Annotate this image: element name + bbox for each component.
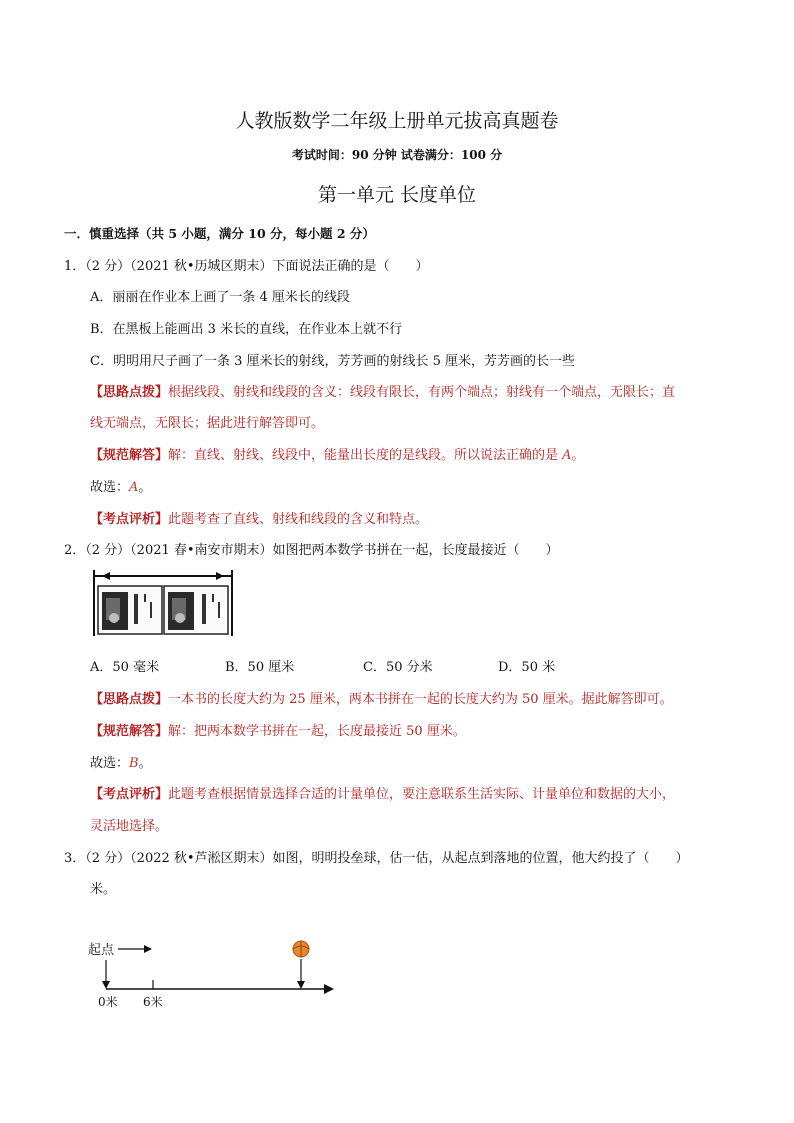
q1-hint-line2: 线无端点，无限长；据此进行解答即可。 <box>90 416 325 431</box>
q2-eval-line1: 此题考查根据情景选择合适的计量单位，要注意联系生活实际、计量单位和数据的大小， <box>168 787 676 802</box>
q1-eval-tag: 【考点评析】 <box>90 512 169 527</box>
q2-choose-answer: B <box>129 756 139 771</box>
q1-eval-text: 此题考查了直线、射线和线段的含义和特点。 <box>168 512 429 527</box>
section-heading: 一．慎重选择（共 5 小题，满分 10 分，每小题 2 分） <box>64 226 375 241</box>
q1-hint <box>90 381 675 400</box>
q2-solution-tag: 【规范解答】 <box>90 724 169 739</box>
q1-option-b: B．在黑板上能画出 3 米长的直线，在作业本上就不行 <box>90 322 403 337</box>
q3-stem: 3．（2 分）（2022 秋•芦淞区期末）如图，明明投垒球，估一估，从起点到落地的位置，他大约投了（ ） <box>64 851 689 866</box>
q2-hint <box>90 688 673 707</box>
q2-solution-text: 解：把两本数学书拼在一起，长度最接近 50 厘米。 <box>168 724 466 739</box>
q1-solution <box>90 444 585 463</box>
q2-option-a: A．50 毫米 <box>90 660 160 675</box>
exam-info: 考试时间：90 分钟 试卷满分：100 分 <box>291 148 503 162</box>
q1-solution-text: 解：直线、射线、线段中，能量出长度的是线段。所以说法正确的是 <box>168 448 563 463</box>
q2-choose-end: 。 <box>138 756 152 771</box>
q1-solution-answer: A <box>562 448 572 463</box>
q1-option-a: A．丽丽在作业本上画了一条 4 厘米长的线段 <box>90 290 350 305</box>
q2-hint-text: 一本书的长度大约为 25 厘米，两本书拼在一起的长度大约为 50 厘米。据此解答即可。 <box>168 692 673 707</box>
q1-hint-tag: 【思路点拨】 <box>90 385 169 400</box>
q2-option-b: B．50 厘米 <box>225 660 295 675</box>
q1-evaluation <box>90 508 428 527</box>
fig-start-label: 起点 <box>88 943 115 958</box>
q2-hint-tag: 【思路点拨】 <box>90 692 169 707</box>
q1-hint-line1: 根据线段、射线和线段的含义：线段有限长，有两个端点；射线有一个端点，无限长；直 <box>168 385 676 400</box>
q2-option-c: C．50 分米 <box>363 660 433 675</box>
q2-option-d: D．50 米 <box>498 660 556 675</box>
two-books-figure <box>90 568 236 638</box>
q2-choose <box>90 752 152 771</box>
fig-tick-0m: 0米 <box>98 995 118 1009</box>
throw-distance-figure <box>86 934 338 1014</box>
q1-solution-end: 。 <box>571 448 585 463</box>
q1-option-c: C．明明用尺子画了一条 3 厘米长的射线，芳芳画的射线长 5 厘米，芳芳画的长一些 <box>90 354 576 369</box>
q1-choose-answer: A <box>129 480 139 495</box>
q1-choose-end: 。 <box>138 480 152 495</box>
q2-eval-line2: 灵活地选择。 <box>90 819 169 834</box>
q2-stem: 2．（2 分）（2021 春•南安市期末）如图把两本数学书拼在一起，长度最接近（ ） <box>64 543 559 558</box>
paper-title: 人教版数学二年级上册单元拔高真题卷 <box>235 110 559 132</box>
q1-solution-tag: 【规范解答】 <box>90 448 169 463</box>
q2-eval-tag: 【考点评析】 <box>90 787 169 802</box>
q3-stem-line2: 米。 <box>90 882 117 897</box>
q1-stem: 1．（2 分）（2021 秋•历城区期末）下面说法正确的是（ ） <box>64 259 429 274</box>
q2-evaluation <box>90 783 675 802</box>
q2-choose-text: 故选： <box>90 756 130 771</box>
q2-solution <box>90 720 466 739</box>
fig-tick-6m: 6米 <box>143 995 163 1009</box>
unit-title: 第一单元 长度单位 <box>317 184 477 206</box>
q1-choose <box>90 476 151 495</box>
q1-choose-text: 故选： <box>90 480 130 495</box>
